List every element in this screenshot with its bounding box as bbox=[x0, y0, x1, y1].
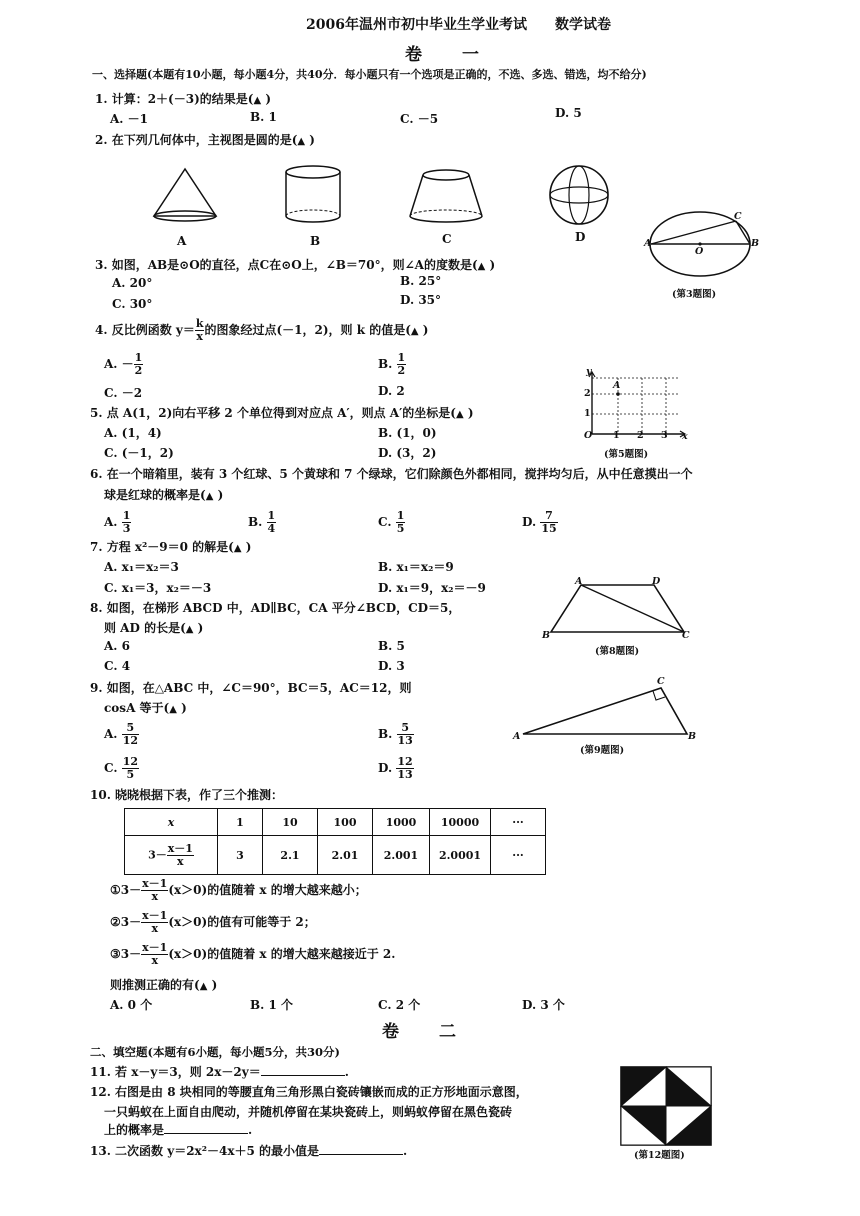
q7-option-c: C. x₁＝3，x₂＝－3 bbox=[104, 581, 212, 595]
q13-stem: 13. 二次函数 y＝2x²－4x＋5 的最小值是 . bbox=[90, 1144, 408, 1158]
q3-point-c: C bbox=[734, 211, 742, 222]
cylinder-figure bbox=[282, 164, 344, 226]
q2-label-d: D bbox=[575, 230, 586, 244]
q5-tick-x1: 1 bbox=[613, 430, 620, 441]
q4-option-b: B. $\frac{1}{2}$ bbox=[378, 351, 406, 377]
q6-option-b: B. $\frac{1}{4}$ bbox=[248, 509, 276, 535]
q5-tick-y2: 2 bbox=[584, 388, 591, 399]
q10-option-b: B. 1 个 bbox=[250, 998, 294, 1012]
q5-origin: O bbox=[584, 430, 593, 441]
table-cell: 3 bbox=[218, 836, 263, 875]
table-cell: 2.001 bbox=[373, 836, 430, 875]
q8-caption: (第8题图) bbox=[595, 646, 640, 657]
q3-option-b: B. 25° bbox=[400, 274, 442, 288]
q12-line2: 一只蚂蚁在上面自由爬动，并随机停留在某块瓷砖上，则蚂蚁停留在黑色瓷砖 bbox=[104, 1105, 513, 1119]
q9-caption: (第9题图) bbox=[580, 745, 625, 756]
q4-option-c: C. －2 bbox=[104, 386, 143, 400]
q9-stem-line2: cosA 等于(▲ ) bbox=[104, 701, 187, 715]
q3-option-a: A. 20° bbox=[112, 276, 153, 290]
q9-point-a: A bbox=[513, 731, 521, 742]
q4-option-a: A. － $\frac{1}{2}$ bbox=[104, 351, 143, 377]
q9-option-d: D. $\frac{12}{13}$ bbox=[378, 755, 413, 781]
q3-option-c: C. 30° bbox=[112, 297, 153, 311]
q9-stem-line1: 9. 如图，在△ABC 中，∠C＝90°，BC＝5，AC＝12，则 bbox=[90, 681, 412, 695]
table-cell: ··· bbox=[491, 809, 546, 836]
q5-option-b: B. (1，0) bbox=[378, 426, 437, 440]
q12-caption: (第12题图) bbox=[634, 1150, 685, 1161]
q7-option-d: D. x₁＝9，x₂＝－9 bbox=[378, 581, 486, 595]
q7-stem: 7. 方程 x²－9＝0 的解是(▲ ) bbox=[90, 540, 252, 554]
q12-line1: 12. 右图是由 8 块相同的等腰直角三角形黑白瓷砖镶嵌而成的正方形地面示意图， bbox=[90, 1085, 528, 1099]
q2-label-c: C bbox=[442, 232, 452, 246]
q8-option-d: D. 3 bbox=[378, 659, 405, 673]
q10-statement-2: ②3－ $\frac{x-1}{x}$ (x＞0)的值有可能等于 2； bbox=[110, 909, 316, 935]
q9-triangle-figure bbox=[515, 676, 705, 742]
q1-option-d: D. 5 bbox=[555, 106, 582, 120]
q5-axis-y: y bbox=[586, 366, 592, 377]
q12-line3: 上的概率是 . bbox=[104, 1123, 253, 1137]
q8-point-b: B bbox=[542, 630, 551, 641]
table-cell: 2.01 bbox=[318, 836, 373, 875]
q10-ask: 则推测正确的有(▲ ) bbox=[110, 978, 218, 992]
q8-stem-line1: 8. 如图，在梯形 ABCD 中，AD∥BC，CA 平分∠BCD，CD＝5， bbox=[90, 601, 461, 615]
q5-tick-y1: 1 bbox=[584, 408, 591, 419]
section-one-heading: 一、选择题(本题有10小题，每小题4分，共40分．每小题只有一个选项是正确的，不选、多选、错选，均不给分) bbox=[92, 68, 647, 81]
table-cell: 100 bbox=[318, 809, 373, 836]
table-row bbox=[125, 836, 546, 875]
cone-figure bbox=[150, 166, 220, 224]
q4-option-d: D. 2 bbox=[378, 384, 405, 398]
q2-label-b: B bbox=[310, 234, 321, 248]
q8-trapezoid-figure bbox=[540, 580, 700, 640]
q5-option-c: C. (－1，2) bbox=[104, 446, 174, 460]
sphere-figure bbox=[544, 164, 614, 226]
q2-stem: 2. 在下列几何体中，主视图是圆的是(▲ ) bbox=[95, 133, 315, 147]
q10-option-a: A. 0 个 bbox=[110, 998, 153, 1012]
q5-option-a: A. (1，4) bbox=[104, 426, 162, 440]
q6-option-c: C. $\frac{1}{5}$ bbox=[378, 509, 405, 535]
q3-caption: (第3题图) bbox=[672, 289, 717, 300]
table-row bbox=[125, 809, 546, 836]
q9-option-b: B. $\frac{5}{13}$ bbox=[378, 721, 413, 747]
q9-point-b: B bbox=[688, 731, 697, 742]
q5-option-d: D. (3，2) bbox=[378, 446, 437, 460]
q10-option-d: D. 3 个 bbox=[522, 998, 565, 1012]
q9-option-c: C. $\frac{12}{5}$ bbox=[104, 755, 139, 781]
q5-grid-figure bbox=[580, 368, 690, 444]
table-cell: 3－ $\frac{x-1}{x}$ bbox=[125, 836, 218, 875]
q1-stem: 1. 计算：2＋(－3)的结果是(▲ ) bbox=[95, 92, 272, 106]
table-cell: 1 bbox=[218, 809, 263, 836]
q10-statement-1: ①3－ $\frac{x-1}{x}$ (x＞0)的值随着 x 的增大越来越小； bbox=[110, 877, 367, 903]
volume-one-label: 卷 一 bbox=[405, 45, 481, 65]
table-cell: 10 bbox=[263, 809, 318, 836]
q8-point-a: A bbox=[575, 576, 583, 587]
q1-option-c: C. －5 bbox=[400, 112, 439, 126]
q5-stem: 5. 点 A(1，2)向右平移 2 个单位得到对应点 A′，则点 A′的坐标是(▲ ) bbox=[90, 406, 474, 420]
q3-point-b: B bbox=[751, 238, 760, 249]
q8-option-a: A. 6 bbox=[104, 639, 131, 653]
table-cell: x bbox=[125, 809, 218, 836]
frustum-figure bbox=[406, 166, 486, 226]
q1-option-b: B. 1 bbox=[250, 110, 277, 124]
q3-circle-figure bbox=[644, 208, 764, 288]
section-two-heading: 二、填空题(本题有6小题，每小题5分，共30分) bbox=[90, 1045, 340, 1059]
q8-option-b: B. 5 bbox=[378, 639, 405, 653]
table-cell: 2.0001 bbox=[430, 836, 491, 875]
q10-option-c: C. 2 个 bbox=[378, 998, 421, 1012]
q1-option-a: A. －1 bbox=[110, 112, 149, 126]
q6-stem-line1: 6. 在一个暗箱里，装有 3 个红球、5 个黄球和 7 个绿球，它们除颜色外都相同，搅拌均匀后，从中任意摸出一个 bbox=[90, 467, 693, 481]
q5-point-a: A bbox=[613, 380, 621, 391]
q8-option-c: C. 4 bbox=[104, 659, 131, 673]
q8-stem-line2: 则 AD 的长是(▲ ) bbox=[104, 621, 204, 635]
volume-two-label: 卷 二 bbox=[382, 1022, 458, 1042]
q2-label-a: A bbox=[177, 234, 187, 248]
q7-option-a: A. x₁＝x₂＝3 bbox=[104, 560, 179, 574]
q9-option-a: A. $\frac{5}{12}$ bbox=[104, 721, 138, 747]
q6-option-a: A. $\frac{1}{3}$ bbox=[104, 509, 131, 535]
q5-axis-x: x bbox=[682, 431, 688, 442]
exam-title: 2006年温州市初中毕业生学业考试 数学试卷 bbox=[306, 17, 611, 33]
q10-statement-3: ③3－ $\frac{x-1}{x}$ (x＞0)的值随着 x 的增大越来越接近于 2. bbox=[110, 941, 396, 967]
q6-stem-line2: 球是红球的概率是(▲ ) bbox=[104, 488, 224, 502]
q5-caption: (第5题图) bbox=[604, 449, 649, 460]
table-cell: 1000 bbox=[373, 809, 430, 836]
q5-tick-x2: 2 bbox=[637, 430, 644, 441]
q11-answer-blank[interactable] bbox=[261, 1075, 345, 1076]
q12-tile-figure bbox=[620, 1066, 712, 1146]
q8-point-d: D bbox=[652, 576, 661, 587]
q10-table bbox=[124, 808, 546, 875]
q12-answer-blank[interactable] bbox=[164, 1133, 248, 1134]
q11-stem: 11. 若 x－y＝3，则 2x－2y＝ . bbox=[90, 1065, 349, 1079]
q7-option-b: B. x₁＝x₂＝9 bbox=[378, 560, 454, 574]
q3-point-o: O bbox=[695, 246, 704, 257]
q3-stem: 3. 如图，AB是⊙O的直径，点C在⊙O上，∠B＝70°，则∠A的度数是(▲ ) bbox=[95, 258, 496, 272]
q10-stem: 10. 晓晓根据下表，作了三个推测： bbox=[90, 788, 284, 802]
q13-answer-blank[interactable] bbox=[319, 1154, 403, 1155]
table-cell: 2.1 bbox=[263, 836, 318, 875]
table-cell: 10000 bbox=[430, 809, 491, 836]
q6-option-d: D. $\frac{7}{15}$ bbox=[522, 509, 557, 535]
q3-point-a: A bbox=[644, 238, 652, 249]
q5-tick-x3: 3 bbox=[661, 430, 668, 441]
q3-option-d: D. 35° bbox=[400, 293, 442, 307]
q9-point-c: C bbox=[657, 676, 665, 687]
table-cell: ··· bbox=[491, 836, 546, 875]
q8-point-c: C bbox=[682, 630, 690, 641]
q4-stem: 4. 反比例函数 y＝ $\frac{k}{x}$ 的图象经过点(－1，2)，则 k 的值是(▲ ) bbox=[95, 317, 429, 343]
